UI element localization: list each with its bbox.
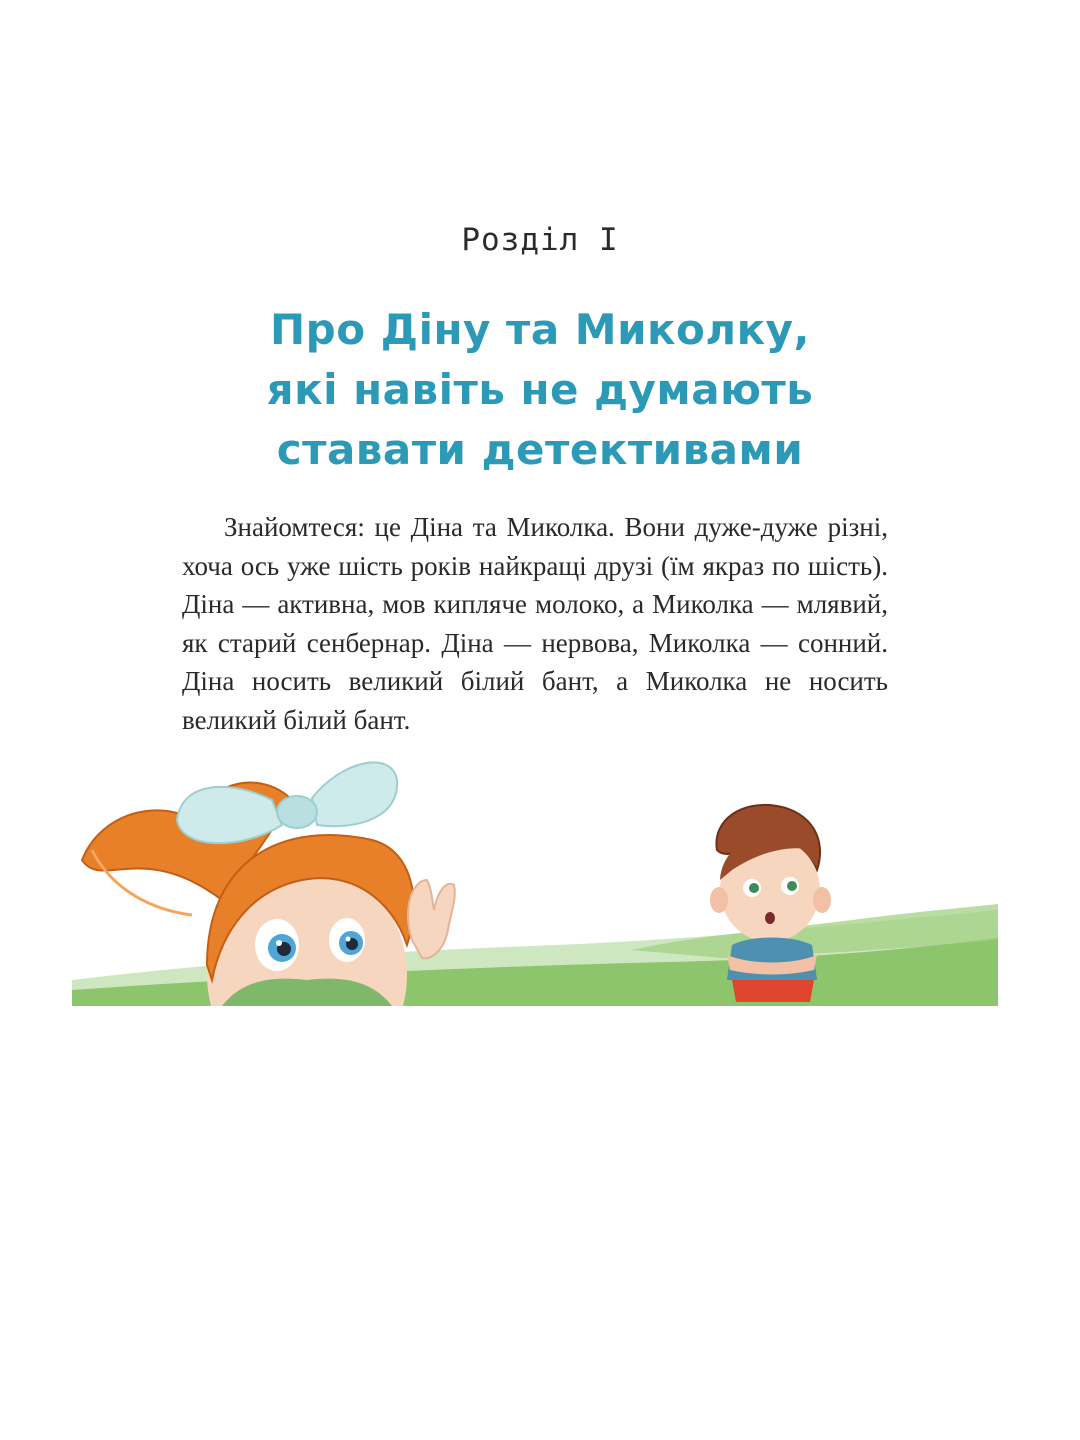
girl-dina <box>82 762 455 1006</box>
boy-mykolka <box>710 805 831 1002</box>
body-paragraph: Знайомтеся: це Діна та Миколка. Вони дуже-дуже різні, хоча ось уже шість років найкращі друзі (їм якраз по шість). Діна — активна, мов кипляче молоко, а Миколка — млявий, як старий сенбернар. Діна — нервова, Миколка — сонний. Діна носить великий білий бант, а Миколка не носить великий білий бант. <box>182 512 888 735</box>
chapter-title <box>0 300 1080 480</box>
chapter-title-line-2: які навіть не думають <box>266 365 814 414</box>
body-paragraph-container <box>182 508 888 739</box>
chapter-title-line-3: ставати детективами <box>276 425 804 474</box>
children-illustration <box>72 740 998 1006</box>
bow <box>177 762 397 843</box>
chapter-title-line-1: Про Діну та Миколку, <box>269 305 810 354</box>
chapter-label: Розділ I <box>461 222 619 258</box>
